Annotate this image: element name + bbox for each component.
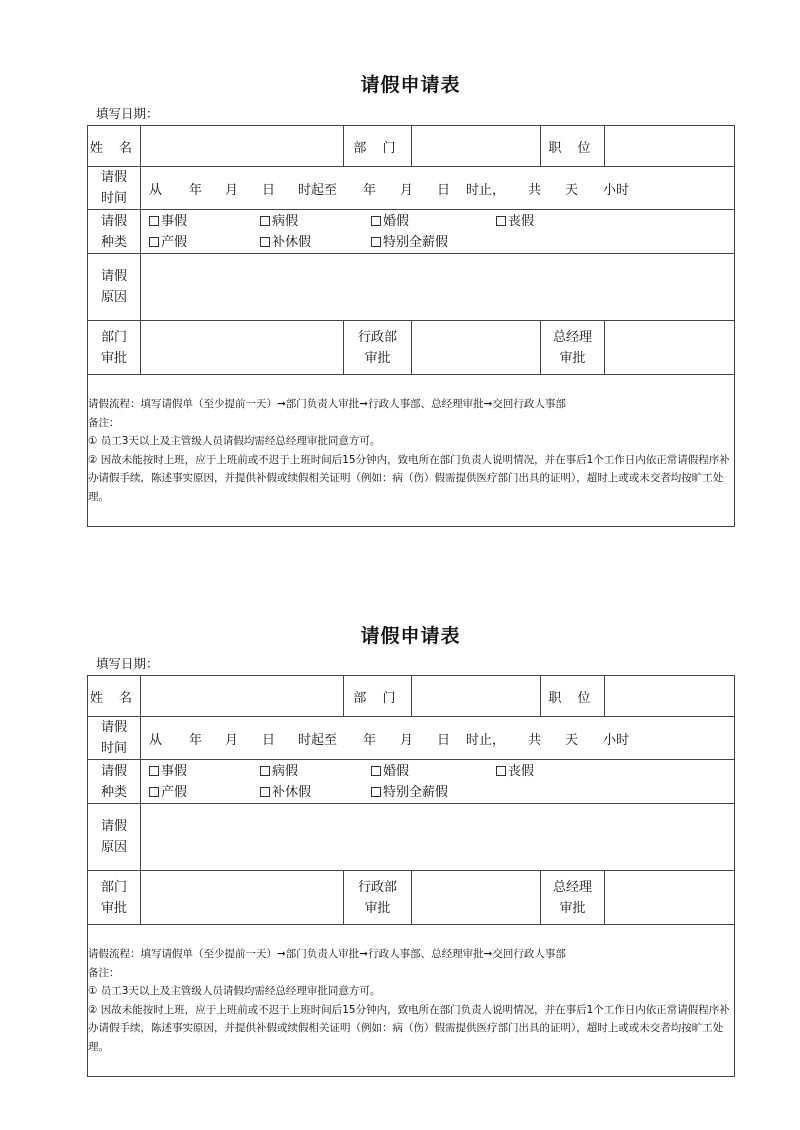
option-funeral-leave[interactable]: 丧假 (496, 211, 534, 232)
form-title: 请假申请表 (360, 74, 461, 96)
row-reason (88, 254, 735, 321)
admin-approval-label: 行政部 审批 (344, 871, 412, 925)
process-text: 请假流程：填写请假单（至少提前一天）➞部门负责人审批➞行政人事部、总经理审批➞交回行政人事部 (88, 398, 566, 410)
remark-item-2: ② 因故未能按时上班，应于上班前或不迟于上班时间后15分钟内，致电所在部门负责人说明情况，并在事后1个工作日内依正常请假程序补办请假手续，陈述事实原因，并提供补假或续假相关证明（例如：病（伤）假需提供医疗部门出具的证明），超时上或或未交者均按旷工处理。 (88, 453, 730, 503)
row-approval (88, 321, 735, 375)
checkbox-icon[interactable] (260, 216, 270, 226)
checkbox-icon[interactable] (371, 766, 381, 776)
row-name (88, 676, 735, 717)
row-name (88, 126, 735, 167)
fill-date-label: 填写日期： (96, 106, 159, 121)
time-label-line2: 时间 (100, 191, 127, 206)
time-year-end: 年 (363, 182, 377, 198)
name-label: 姓 名 (88, 676, 141, 717)
checkbox-icon[interactable] (260, 237, 270, 247)
time-from: 从 (149, 732, 163, 748)
row-type (88, 210, 735, 254)
row-type (88, 760, 735, 804)
reason-field[interactable] (141, 804, 735, 871)
checkbox-icon[interactable] (149, 237, 159, 247)
checkbox-icon[interactable] (149, 216, 159, 226)
time-label (88, 717, 141, 760)
option-personal-leave[interactable]: 事假 (149, 211, 260, 232)
row-notes (88, 925, 735, 1077)
time-label-line1: 请假 (100, 170, 127, 185)
option-funeral-leave[interactable]: 丧假 (496, 761, 534, 782)
dept-field[interactable] (412, 126, 541, 167)
notes-block (88, 925, 735, 1077)
type-label (88, 210, 141, 254)
time-label (88, 167, 141, 210)
row-time (88, 717, 735, 760)
option-sick-leave[interactable]: 病假 (260, 211, 371, 232)
gm-approval-field[interactable] (605, 871, 735, 925)
checkbox-icon[interactable] (496, 216, 506, 226)
time-year-end: 年 (363, 732, 377, 748)
reason-label-line1: 请假 (100, 269, 127, 284)
time-month-end: 月 (400, 182, 414, 198)
time-day-end: 日 (437, 182, 451, 198)
leave-form-table (87, 125, 735, 527)
checkbox-icon[interactable] (149, 787, 159, 797)
time-hours: 小时 (603, 182, 630, 198)
dept-approval-field[interactable] (141, 321, 344, 375)
time-hour-start: 时起至 (298, 182, 338, 198)
checkbox-icon[interactable] (496, 766, 506, 776)
reason-label (88, 254, 141, 321)
leave-form-table (87, 675, 735, 1077)
option-compensatory-leave[interactable]: 补休假 (260, 782, 371, 803)
reason-label (88, 804, 141, 871)
remark-label: 备注： (88, 416, 120, 429)
row-notes (88, 375, 735, 527)
row-reason (88, 804, 735, 871)
checkbox-icon[interactable] (260, 787, 270, 797)
option-marriage-leave[interactable]: 婚假 (371, 761, 496, 782)
checkbox-icon[interactable] (371, 216, 381, 226)
remark-item-1: ① 员工3天以上及主管级人员请假均需经总经理审批同意方可。 (88, 435, 381, 447)
dept-field[interactable] (412, 676, 541, 717)
remark-item-1: ① 员工3天以上及主管级人员请假均需经总经理审批同意方可。 (88, 985, 381, 997)
reason-label-line1: 请假 (100, 819, 127, 834)
name-field[interactable] (141, 126, 344, 167)
time-month-end: 月 (400, 732, 414, 748)
gm-approval-field[interactable] (605, 321, 735, 375)
time-from: 从 (149, 182, 163, 198)
notes-block (88, 375, 735, 527)
type-options (141, 760, 735, 804)
dept-approval-label: 部门 审批 (88, 321, 141, 375)
time-year-start: 年 (189, 732, 203, 748)
remark-label: 备注： (88, 966, 120, 979)
row-approval (88, 871, 735, 925)
time-line (141, 179, 734, 198)
fill-date-label: 填写日期： (96, 656, 159, 671)
time-total: 共 (528, 732, 542, 748)
type-label-line1: 请假 (100, 213, 127, 229)
option-compensatory-leave[interactable]: 补休假 (260, 232, 371, 253)
dept-label: 部 门 (344, 676, 412, 717)
time-hour-start: 时起至 (298, 732, 338, 748)
checkbox-icon[interactable] (371, 237, 381, 247)
reason-label-line2: 原因 (100, 840, 127, 855)
time-days: 天 (565, 182, 579, 198)
checkbox-icon[interactable] (260, 766, 270, 776)
admin-approval-label: 行政部 审批 (344, 321, 412, 375)
type-label-line2: 种类 (100, 784, 127, 800)
time-month-start: 月 (225, 732, 239, 748)
name-field[interactable] (141, 676, 344, 717)
time-total: 共 (528, 182, 542, 198)
position-label: 职 位 (541, 676, 605, 717)
reason-field[interactable] (141, 254, 735, 321)
admin-approval-field[interactable] (412, 321, 541, 375)
time-label-line1: 请假 (100, 720, 127, 735)
time-month-start: 月 (225, 182, 239, 198)
checkbox-icon[interactable] (149, 766, 159, 776)
type-label-line1: 请假 (100, 763, 127, 779)
option-personal-leave[interactable]: 事假 (149, 761, 260, 782)
dept-label: 部 门 (344, 126, 412, 167)
option-special-paid-leave[interactable]: 特别全薪假 (371, 232, 448, 253)
admin-approval-field[interactable] (412, 871, 541, 925)
time-field[interactable] (141, 167, 735, 210)
time-hour-end: 时止， (466, 732, 506, 748)
option-special-paid-leave[interactable]: 特别全薪假 (371, 782, 448, 803)
time-day-end: 日 (437, 732, 451, 748)
position-field[interactable] (605, 676, 735, 717)
type-options (141, 210, 735, 254)
type-label (88, 760, 141, 804)
time-line (141, 729, 734, 748)
name-label: 姓 名 (88, 126, 141, 167)
process-text: 请假流程：填写请假单（至少提前一天）➞部门负责人审批➞行政人事部、总经理审批➞交回行政人事部 (88, 948, 566, 960)
remark-item-2: ② 因故未能按时上班，应于上班前或不迟于上班时间后15分钟内，致电所在部门负责人说明情况，并在事后1个工作日内依正常请假程序补办请假手续，陈述事实原因，并提供补假或续假相关证明（例如：病（伤）假需提供医疗部门出具的证明），超时上或或未交者均按旷工处理。 (88, 1003, 730, 1053)
position-field[interactable] (605, 126, 735, 167)
row-time (88, 167, 735, 210)
time-hour-end: 时止， (466, 182, 506, 198)
type-label-line2: 种类 (100, 234, 127, 250)
gm-approval-label: 总经理 审批 (541, 321, 605, 375)
position-label: 职 位 (541, 126, 605, 167)
gm-approval-label: 总经理 审批 (541, 871, 605, 925)
option-sick-leave[interactable]: 病假 (260, 761, 371, 782)
reason-label-line2: 原因 (100, 290, 127, 305)
time-hours: 小时 (603, 732, 630, 748)
dept-approval-label: 部门 审批 (88, 871, 141, 925)
time-day-start: 日 (262, 732, 276, 748)
option-maternity-leave[interactable]: 产假 (149, 782, 260, 803)
time-year-start: 年 (189, 182, 203, 198)
dept-approval-field[interactable] (141, 871, 344, 925)
checkbox-icon[interactable] (371, 787, 381, 797)
time-field[interactable] (141, 717, 735, 760)
time-days: 天 (565, 732, 579, 748)
form-title: 请假申请表 (360, 625, 461, 647)
option-marriage-leave[interactable]: 婚假 (371, 211, 496, 232)
option-maternity-leave[interactable]: 产假 (149, 232, 260, 253)
time-label-line2: 时间 (100, 741, 127, 756)
time-day-start: 日 (262, 182, 276, 198)
